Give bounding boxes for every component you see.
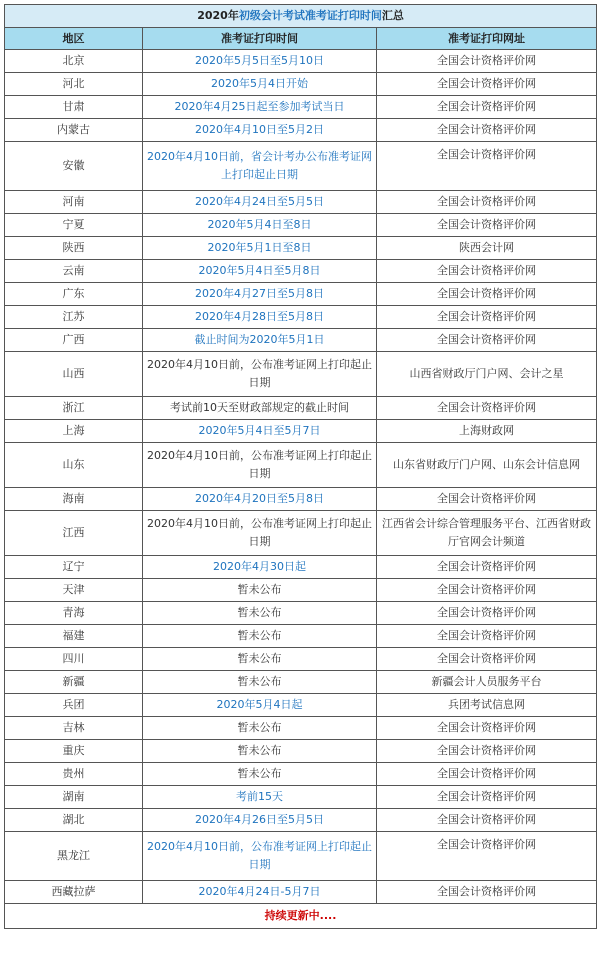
- print-time-cell: 考前15天: [143, 786, 377, 809]
- print-site-cell: 全国会计资格评价网: [377, 717, 597, 740]
- title-highlight: 初级会计考试准考证打印时间: [238, 9, 382, 22]
- region-cell: 西藏拉萨: [5, 881, 143, 904]
- table-row: [5, 283, 597, 306]
- print-time-cell: 2020年5月4日起: [143, 694, 377, 717]
- print-time-cell: 2020年4月30日起: [143, 556, 377, 579]
- region-cell: 北京: [5, 50, 143, 73]
- table-row: [5, 511, 597, 556]
- table-title: [5, 5, 597, 28]
- print-site-cell: 全国会计资格评价网: [377, 214, 597, 237]
- region-cell: 内蒙古: [5, 119, 143, 142]
- print-time-cell: 2020年5月4日至8日: [143, 214, 377, 237]
- table-row: [5, 73, 597, 96]
- print-site-cell: 山西省财政厅门户网、会计之星: [377, 352, 597, 397]
- print-site-cell: 全国会计资格评价网: [377, 579, 597, 602]
- region-cell: 吉林: [5, 717, 143, 740]
- region-cell: 河北: [5, 73, 143, 96]
- table-row: [5, 260, 597, 283]
- table-row: [5, 625, 597, 648]
- print-site-cell: 全国会计资格评价网: [377, 283, 597, 306]
- region-cell: 天津: [5, 579, 143, 602]
- updating-notice: 持续更新中....: [5, 904, 597, 929]
- header-print-site: 准考证打印网址: [377, 28, 597, 50]
- print-time-cell: 2020年5月4日开始: [143, 73, 377, 96]
- region-cell: 重庆: [5, 740, 143, 763]
- region-cell: 安徽: [5, 142, 143, 191]
- print-site-cell: 全国会计资格评价网: [377, 96, 597, 119]
- print-site-cell: 全国会计资格评价网: [377, 602, 597, 625]
- print-site-cell: 上海财政网: [377, 420, 597, 443]
- print-site-cell: 全国会计资格评价网: [377, 832, 597, 881]
- table-row: [5, 142, 597, 191]
- print-time-cell: 2020年5月4日至5月8日: [143, 260, 377, 283]
- table-row: [5, 832, 597, 881]
- print-time-cell: 2020年4月20日至5月8日: [143, 488, 377, 511]
- print-time-cell: 2020年4月10日至5月2日: [143, 119, 377, 142]
- print-site-cell: 全国会计资格评价网: [377, 73, 597, 96]
- region-cell: 四川: [5, 648, 143, 671]
- print-site-cell: 陕西会计网: [377, 237, 597, 260]
- print-site-cell: 全国会计资格评价网: [377, 881, 597, 904]
- region-cell: 江苏: [5, 306, 143, 329]
- print-site-cell: 全国会计资格评价网: [377, 763, 597, 786]
- print-site-cell: 新疆会计人员服务平台: [377, 671, 597, 694]
- exam-admission-ticket-table: [4, 4, 597, 929]
- print-time-cell: 2020年4月25日起至参加考试当日: [143, 96, 377, 119]
- print-site-cell: 山东省财政厅门户网、山东会计信息网: [377, 443, 597, 488]
- print-time-cell: 暂未公布: [143, 579, 377, 602]
- region-cell: 上海: [5, 420, 143, 443]
- print-time-cell: 2020年4月27日至5月8日: [143, 283, 377, 306]
- print-time-cell: 2020年4月10日前，省会计考办公布准考证网上打印起止日期: [143, 142, 377, 191]
- region-cell: 山西: [5, 352, 143, 397]
- table-row: [5, 763, 597, 786]
- print-site-cell: 全国会计资格评价网: [377, 119, 597, 142]
- table-row: [5, 420, 597, 443]
- print-time-cell: 2020年5月1日至8日: [143, 237, 377, 260]
- header-region: 地区: [5, 28, 143, 50]
- table-title-row: [5, 5, 597, 28]
- header-print-time: 准考证打印时间: [143, 28, 377, 50]
- print-time-cell: 2020年4月10日前，公布准考证网上打印起止日期: [143, 443, 377, 488]
- print-site-cell: 全国会计资格评价网: [377, 809, 597, 832]
- region-cell: 辽宁: [5, 556, 143, 579]
- print-time-cell: 暂未公布: [143, 671, 377, 694]
- print-time-cell: 2020年4月26日至5月5日: [143, 809, 377, 832]
- table-header-row: [5, 28, 597, 50]
- print-site-cell: 全国会计资格评价网: [377, 397, 597, 420]
- print-site-cell: 全国会计资格评价网: [377, 191, 597, 214]
- region-cell: 宁夏: [5, 214, 143, 237]
- region-cell: 湖北: [5, 809, 143, 832]
- region-cell: 黑龙江: [5, 832, 143, 881]
- table-row: [5, 329, 597, 352]
- print-time-cell: 暂未公布: [143, 625, 377, 648]
- print-time-cell: 2020年4月10日前，公布准考证网上打印起止日期: [143, 352, 377, 397]
- print-site-cell: 全国会计资格评价网: [377, 625, 597, 648]
- print-time-cell: 2020年4月24日至5月5日: [143, 191, 377, 214]
- region-cell: 贵州: [5, 763, 143, 786]
- print-time-cell: 2020年4月24日-5月7日: [143, 881, 377, 904]
- table-row: [5, 556, 597, 579]
- region-cell: 湖南: [5, 786, 143, 809]
- print-site-cell: 全国会计资格评价网: [377, 556, 597, 579]
- print-site-cell: 全国会计资格评价网: [377, 329, 597, 352]
- print-time-cell: 暂未公布: [143, 648, 377, 671]
- region-cell: 山东: [5, 443, 143, 488]
- print-site-cell: 全国会计资格评价网: [377, 488, 597, 511]
- title-prefix: 2020年: [197, 9, 239, 22]
- region-cell: 兵团: [5, 694, 143, 717]
- table-row: [5, 306, 597, 329]
- table-row: [5, 237, 597, 260]
- table-row: [5, 694, 597, 717]
- table-row: [5, 648, 597, 671]
- print-time-cell: 2020年5月5日至5月10日: [143, 50, 377, 73]
- print-time-cell: 截止时间为2020年5月1日: [143, 329, 377, 352]
- region-cell: 广西: [5, 329, 143, 352]
- table-row: [5, 809, 597, 832]
- table-row: [5, 881, 597, 904]
- print-time-cell: 2020年4月28日至5月8日: [143, 306, 377, 329]
- print-site-cell: 全国会计资格评价网: [377, 306, 597, 329]
- print-site-cell: 兵团考试信息网: [377, 694, 597, 717]
- print-site-cell: 全国会计资格评价网: [377, 786, 597, 809]
- print-time-cell: 2020年4月10日前，公布准考证网上打印起止日期: [143, 832, 377, 881]
- print-time-cell: 暂未公布: [143, 602, 377, 625]
- print-site-cell: 江西省会计综合管理服务平台、江西省财政厅官网会计频道: [377, 511, 597, 556]
- print-time-cell: 2020年5月4日至5月7日: [143, 420, 377, 443]
- table-row: [5, 50, 597, 73]
- region-cell: 新疆: [5, 671, 143, 694]
- print-time-cell: 暂未公布: [143, 763, 377, 786]
- table-row: [5, 717, 597, 740]
- table-row: [5, 96, 597, 119]
- region-cell: 青海: [5, 602, 143, 625]
- summary-table-wrapper: [4, 4, 596, 929]
- table-row: [5, 602, 597, 625]
- region-cell: 海南: [5, 488, 143, 511]
- print-site-cell: 全国会计资格评价网: [377, 50, 597, 73]
- region-cell: 江西: [5, 511, 143, 556]
- table-row: [5, 119, 597, 142]
- region-cell: 广东: [5, 283, 143, 306]
- table-footer-row: [5, 904, 597, 929]
- print-site-cell: 全国会计资格评价网: [377, 260, 597, 283]
- print-site-cell: 全国会计资格评价网: [377, 648, 597, 671]
- print-site-cell: 全国会计资格评价网: [377, 740, 597, 763]
- region-cell: 陕西: [5, 237, 143, 260]
- print-site-cell: 全国会计资格评价网: [377, 142, 597, 191]
- print-time-cell: 暂未公布: [143, 717, 377, 740]
- table-row: [5, 488, 597, 511]
- table-row: [5, 740, 597, 763]
- table-row: [5, 214, 597, 237]
- table-row: [5, 671, 597, 694]
- region-cell: 河南: [5, 191, 143, 214]
- table-row: [5, 579, 597, 602]
- table-row: [5, 443, 597, 488]
- print-time-cell: 暂未公布: [143, 740, 377, 763]
- print-time-cell: 考试前10天至财政部规定的截止时间: [143, 397, 377, 420]
- region-cell: 福建: [5, 625, 143, 648]
- table-row: [5, 397, 597, 420]
- title-suffix: 汇总: [381, 9, 404, 22]
- region-cell: 甘肃: [5, 96, 143, 119]
- table-row: [5, 191, 597, 214]
- region-cell: 浙江: [5, 397, 143, 420]
- table-row: [5, 352, 597, 397]
- table-row: [5, 786, 597, 809]
- print-time-cell: 2020年4月10日前，公布准考证网上打印起止日期: [143, 511, 377, 556]
- region-cell: 云南: [5, 260, 143, 283]
